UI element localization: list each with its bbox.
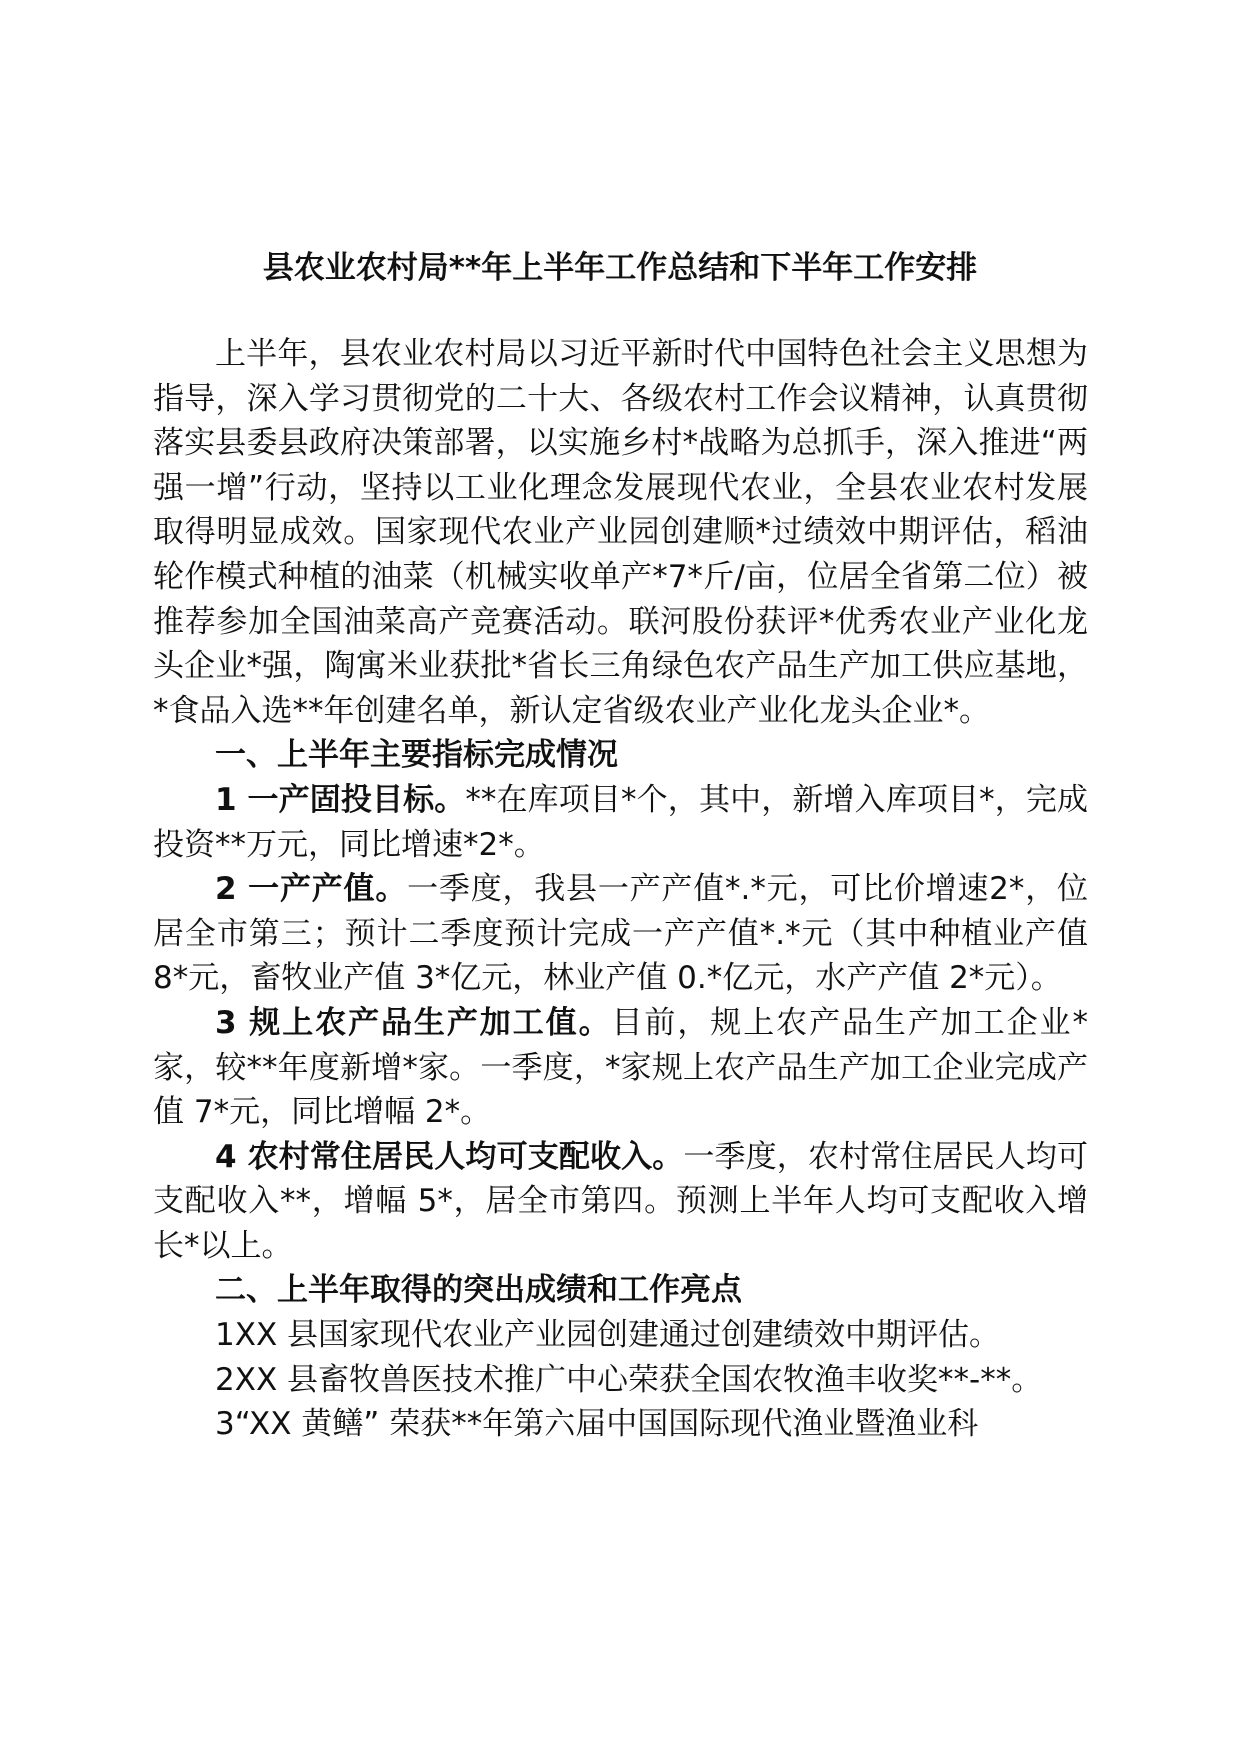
highlight-item: 3“XX 黄鳝” 荣获**年第六届中国国际现代渔业暨渔业科 [215, 1406, 979, 1443]
indicator-text: 一季度，我县一产产值*.*元，可比价增速2*，位居全市第三；预计二季度预计完成一产产值*.*元（其中种植业产值 8*元，畜牧业产值 3*亿元，林业产值 0.*亿元，水产产值 2*元）。 [153, 871, 1088, 997]
section-2-heading: 二、上半年取得的突出成绩和工作亮点 [215, 1272, 742, 1309]
section-1-heading: 一、上半年主要指标完成情况 [215, 737, 618, 774]
intro-paragraph: 上半年，县农业农村局以习近平新时代中国特色社会主义思想为指导，深入学习贯彻党的二十大、各级农村工作会议精神，认真贯彻落实县委县政府决策部署，以实施乡村*战略为总抓手，深入推进“两强一增”行动，坚持以工业化理念发展现代农业，全县农业农村发展取得明显成效。国家现代农业产业园创建顺*过绩效中期评估，稻油轮作模式种植的油菜（机械实收单产*7*斤/亩，位居全省第二位）被推荐参加全国油菜高产竞赛活动。联河股份获评*优秀农业产业化龙头企业*强，陶寓米业获批*省长三角绿色农产品生产加工供应基地，*食品入选**年创建名单，新认定省级农业产业化龙头企业*。 [153, 336, 1088, 729]
indicator-lead: 2 一产产值。 [215, 871, 408, 908]
highlight-item: 1XX 县国家现代农业产业园创建通过创建绩效中期评估。 [215, 1317, 1001, 1354]
document-title: 县农业农村局**年上半年工作总结和下半年工作安排 [262, 250, 978, 286]
indicator-text: 目前，规上农产品生产加工企业*家，较**年度新增*家。一季度，*家规上农产品生产加工企业完成产值 7*元，同比增幅 2*。 [153, 1004, 1088, 1131]
indicator-text: **在库项目*个，其中，新增入库项目*，完成投资**万元，同比增速*2*。 [153, 781, 1088, 863]
indicator-lead: 3 规上农产品生产加工值。 [215, 1004, 612, 1041]
indicator-paragraph [153, 778, 1088, 867]
indicator-lead: 1 一产固投目标。 [215, 781, 466, 818]
indicator-text: 一季度，农村常住居民人均可支配收入**，增幅 5*，居全市第四。预测上半年人均可支配收入增长*以上。 [153, 1138, 1088, 1264]
highlight-item: 2XX 县畜牧兽医技术推广中心荣获全国农牧渔丰收奖**-**。 [215, 1361, 1043, 1398]
indicator-paragraph [153, 1135, 1088, 1269]
indicator-lead: 4 农村常住居民人均可支配收入。 [215, 1138, 684, 1175]
indicator-paragraph [153, 1001, 1088, 1135]
indicator-paragraph [153, 867, 1088, 1001]
document-body [153, 332, 1088, 1447]
